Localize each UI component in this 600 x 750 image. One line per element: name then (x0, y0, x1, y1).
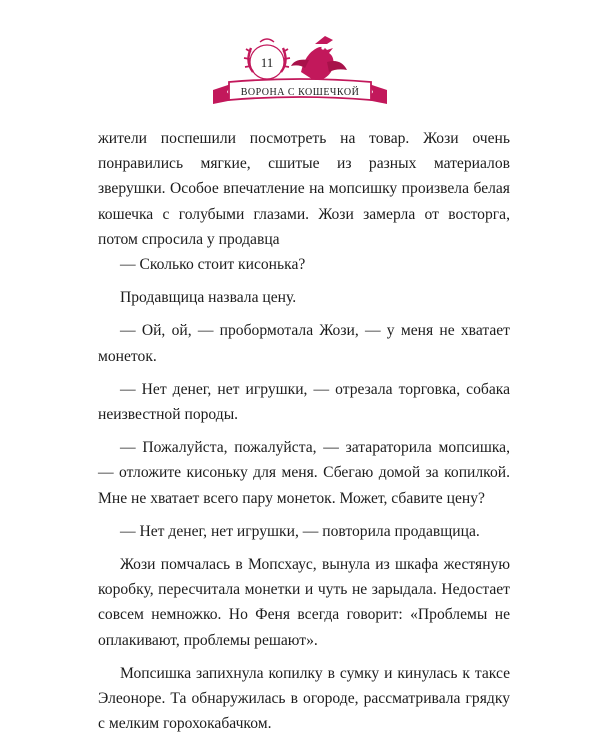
paragraph: — Нет денег, нет игрушки, — отрезала торговка, собака неизвестной породы. (98, 380, 510, 424)
chapter-title: ВОРОНА С КОШЕЧКОЙ (240, 87, 360, 98)
chapter-header (205, 22, 395, 114)
paragraph: — Пожалуйста, пожалуйста, — затараторила мопсишка, — отложите кисоньку для меня. Сбегаю домой за копилкой. Мне не хватает всего пару монеток. Может, сбавите цену? (98, 439, 510, 507)
paragraph: Мопсишка запихнула копилку в сумку и кинулась к таксе Элеоноре. Та обнаружилась в огороде, рассматривала грядку с мелким горохокабачком. (98, 664, 510, 733)
page-body-text (98, 126, 510, 736)
crow-icon (291, 36, 347, 81)
paragraph: Жози помчалась в Мопсхаус, вынула из шкафа жестяную коробку, пересчитала монетки и чуть не зарыдала. Недостает совсем немножко. Но Феня всегда говорит: «Проблемы не оплакивают, проблемы решают». (98, 556, 510, 649)
paragraph: Продавщица назвала цену. (120, 289, 297, 307)
paragraph: — Сколько стоит кисонька? (120, 256, 306, 274)
paragraph: жители поспешили посмотреть на товар. Жози очень понравились мягкие, сшитые из разных материалов зверушки. Особое впечатление на мопсишку произвела белая кошечка с голубыми глазами. Жози замерла от восторга, потом спросила у продавца (98, 130, 510, 248)
paragraph: — Нет денег, нет игрушки, — повторила продавщица. (120, 522, 480, 540)
page-number: 11 (260, 55, 274, 70)
paragraph: — Ой, ой, — пробормотала Жози, — у меня не хватает монеток. (98, 322, 510, 365)
chapter-banner (205, 22, 395, 114)
